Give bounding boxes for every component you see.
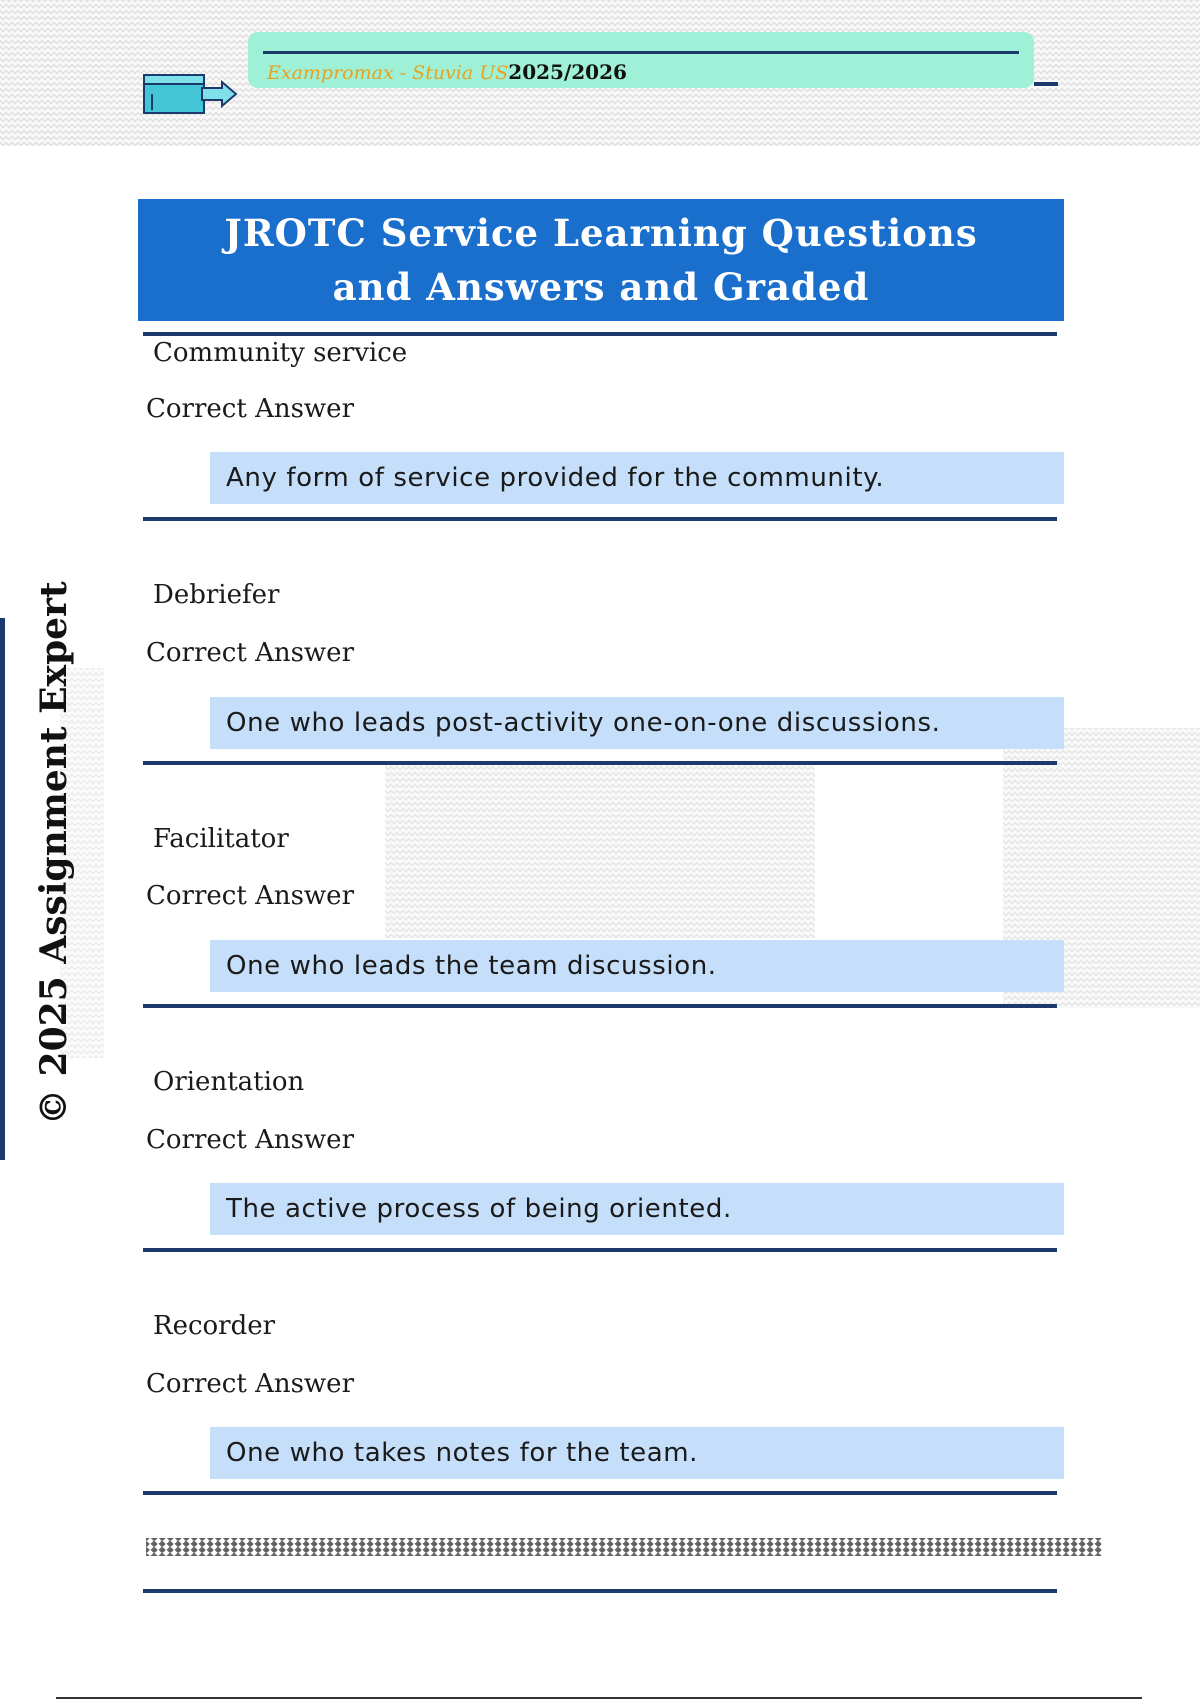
sidebar-accent-bar [0, 618, 5, 1160]
background-pattern [385, 762, 815, 938]
question-term: Debriefer [153, 580, 280, 610]
decorative-wave-divider [146, 1538, 1102, 1556]
correct-answer-label: Correct Answer [146, 881, 354, 911]
header-divider [263, 51, 1019, 54]
page-bottom-rule [56, 1697, 1142, 1699]
question-term: Community service [153, 338, 408, 368]
answer-box: Any form of service provided for the community. [210, 452, 1064, 504]
header-year: 2025/2026 [508, 60, 627, 84]
answer-box: One who takes notes for the team. [210, 1427, 1064, 1479]
correct-answer-label: Correct Answer [146, 1125, 354, 1155]
section-rule [143, 1248, 1057, 1252]
section-rule [143, 761, 1057, 765]
folder-arrow-icon [142, 72, 238, 116]
section-rule [143, 332, 1057, 336]
answer-box: One who leads the team discussion. [210, 940, 1064, 992]
correct-answer-label: Correct Answer [146, 1369, 354, 1399]
section-rule [143, 1004, 1057, 1008]
header-text [267, 60, 627, 84]
section-rule [143, 1491, 1057, 1495]
section-rule [143, 517, 1057, 521]
correct-answer-label: Correct Answer [146, 394, 354, 424]
question-term: Facilitator [153, 824, 289, 854]
answer-box: One who leads post-activity one-on-one discussions. [210, 697, 1064, 749]
correct-answer-label: Correct Answer [146, 638, 354, 668]
answer-box: The active process of being oriented. [210, 1183, 1064, 1235]
question-term: Recorder [153, 1311, 276, 1341]
header-brand: Exampromax - Stuvia US [267, 62, 509, 84]
question-term: Orientation [153, 1067, 305, 1097]
document-title: JROTC Service Learning Questions and Answers and Graded [224, 211, 978, 309]
document-title-banner [138, 199, 1064, 321]
section-rule [143, 1589, 1057, 1593]
header-divider-extension [1034, 82, 1058, 86]
copyright-watermark: © 2025 Assignment Expert [33, 581, 75, 1125]
